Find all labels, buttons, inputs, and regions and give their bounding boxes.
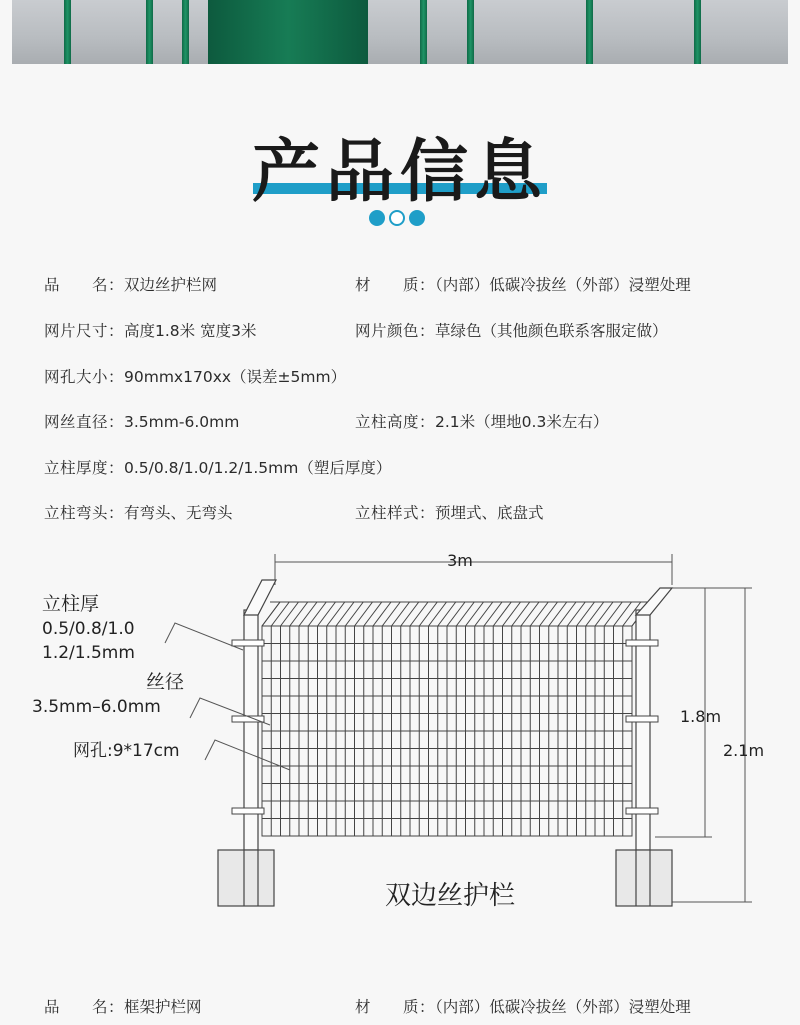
diagram-caption: 双边丝护栏 — [384, 881, 516, 911]
bend-wire — [512, 602, 530, 626]
spec-label: 品 名： — [44, 276, 125, 294]
bend-wire — [401, 602, 419, 626]
bend-wire — [577, 602, 595, 626]
spec-material-2 — [355, 995, 691, 1017]
photo-wire — [467, 0, 474, 64]
post-thickness-line1: 0.5/0.8/1.0 — [42, 619, 135, 639]
spec-value: （内部）低碳冷拔丝（外部）浸塑处理 — [435, 998, 691, 1016]
spec-value: 0.5/0.8/1.0/1.2/1.5mm（塑后厚度） — [124, 459, 392, 477]
spec-value: 2.1米（埋地0.3米左右） — [435, 413, 609, 431]
bend-wire — [308, 602, 326, 626]
spec-post-height — [355, 410, 608, 432]
spec-value: 框架护栏网 — [124, 998, 202, 1016]
bend-wire — [493, 602, 511, 626]
spec-value: 3.5mm-6.0mm — [124, 413, 240, 431]
spec-label: 品 名： — [44, 998, 125, 1016]
bend-wire — [327, 602, 345, 626]
bend-wire — [614, 602, 632, 626]
photo-wire — [182, 0, 189, 64]
spec-value: 90mmx170xx（误差±5mm） — [124, 368, 347, 386]
spec-label: 立柱厚度： — [44, 459, 125, 477]
photo-wire — [64, 0, 71, 64]
bend-wire — [299, 602, 317, 626]
bend-wire — [419, 602, 437, 626]
bend-wire — [438, 602, 456, 626]
bend-wire — [530, 602, 548, 626]
post-thickness-title: 立柱厚 — [42, 593, 100, 615]
bend-wire — [290, 602, 308, 626]
total-height-label: 2.1m — [723, 741, 765, 760]
spec-value: 草绿色（其他颜色联系客服定做） — [435, 322, 668, 340]
bend-wire — [392, 602, 410, 626]
bend-wire — [503, 602, 521, 626]
spec-name — [44, 273, 217, 295]
spec-value: 有弯头、无弯头 — [124, 504, 233, 522]
photo-wire — [586, 0, 593, 64]
spec-label: 网丝直径： — [44, 413, 125, 431]
fence-diagram — [0, 540, 800, 920]
spec-value: 高度1.8米 宽度3米 — [124, 322, 257, 340]
bend-wire — [475, 602, 493, 626]
spec-label: 材 质： — [355, 998, 436, 1016]
wire-title: 丝径 — [146, 671, 185, 693]
post-thickness-line2: 1.2/1.5mm — [42, 643, 135, 663]
fence-panel — [262, 626, 632, 836]
spec-post-style — [355, 501, 544, 523]
spec-name-2 — [44, 995, 202, 1017]
bend-wire — [447, 602, 465, 626]
bend-wire — [382, 602, 400, 626]
bend-wire — [281, 602, 299, 626]
bend-wire — [373, 602, 391, 626]
bend-wire — [345, 602, 363, 626]
bend-wire — [410, 602, 428, 626]
fence-photo-strip — [12, 0, 788, 64]
bend-wire — [521, 602, 539, 626]
spec-value: 预埋式、底盘式 — [435, 504, 544, 522]
bend-wire — [271, 602, 289, 626]
spec-value: 双边丝护栏网 — [124, 276, 218, 294]
mesh-label: 网孔:9*17cm — [73, 741, 180, 761]
spec-label: 网孔大小： — [44, 368, 125, 386]
spec-label: 网片尺寸： — [44, 322, 125, 340]
bend-wire — [586, 602, 604, 626]
photo-wire — [420, 0, 427, 64]
bend-wire — [336, 602, 354, 626]
spec-panel-color — [355, 319, 668, 341]
photo-post — [208, 0, 368, 64]
bend-wire — [456, 602, 474, 626]
photo-wire — [146, 0, 153, 64]
bend-wire — [262, 602, 280, 626]
bend-wire — [558, 602, 576, 626]
bend-wire — [318, 602, 336, 626]
fence-brackets — [232, 640, 658, 814]
spec-post-thickness — [44, 456, 391, 478]
bend-wire — [484, 602, 502, 626]
spec-value: （内部）低碳冷拔丝（外部）浸塑处理 — [435, 276, 691, 294]
spec-label: 材 质： — [355, 276, 436, 294]
spec-label: 立柱高度： — [355, 413, 436, 431]
width-label: 3m — [447, 551, 473, 570]
spec-post-bend — [44, 501, 233, 523]
bend-wire — [567, 602, 585, 626]
bend-wire — [355, 602, 373, 626]
bend-wire — [604, 602, 622, 626]
height-label: 1.8m — [680, 707, 722, 726]
spec-wire — [44, 410, 239, 432]
fence-top-bend — [262, 602, 650, 626]
photo-wire — [694, 0, 701, 64]
spec-label: 立柱样式： — [355, 504, 436, 522]
bend-wire — [549, 602, 567, 626]
spec-label: 网片颜色： — [355, 322, 436, 340]
spec-mesh — [44, 365, 346, 387]
spec-panel-size — [44, 319, 256, 341]
bend-wire — [429, 602, 447, 626]
wire-value: 3.5mm–6.0mm — [32, 697, 161, 717]
bend-wire — [595, 602, 613, 626]
section-title: 产品信息 — [251, 133, 548, 212]
bend-wire — [540, 602, 558, 626]
bend-wire — [364, 602, 382, 626]
bend-wire — [466, 602, 484, 626]
spec-label: 立柱弯头： — [44, 504, 125, 522]
spec-material — [355, 273, 691, 295]
